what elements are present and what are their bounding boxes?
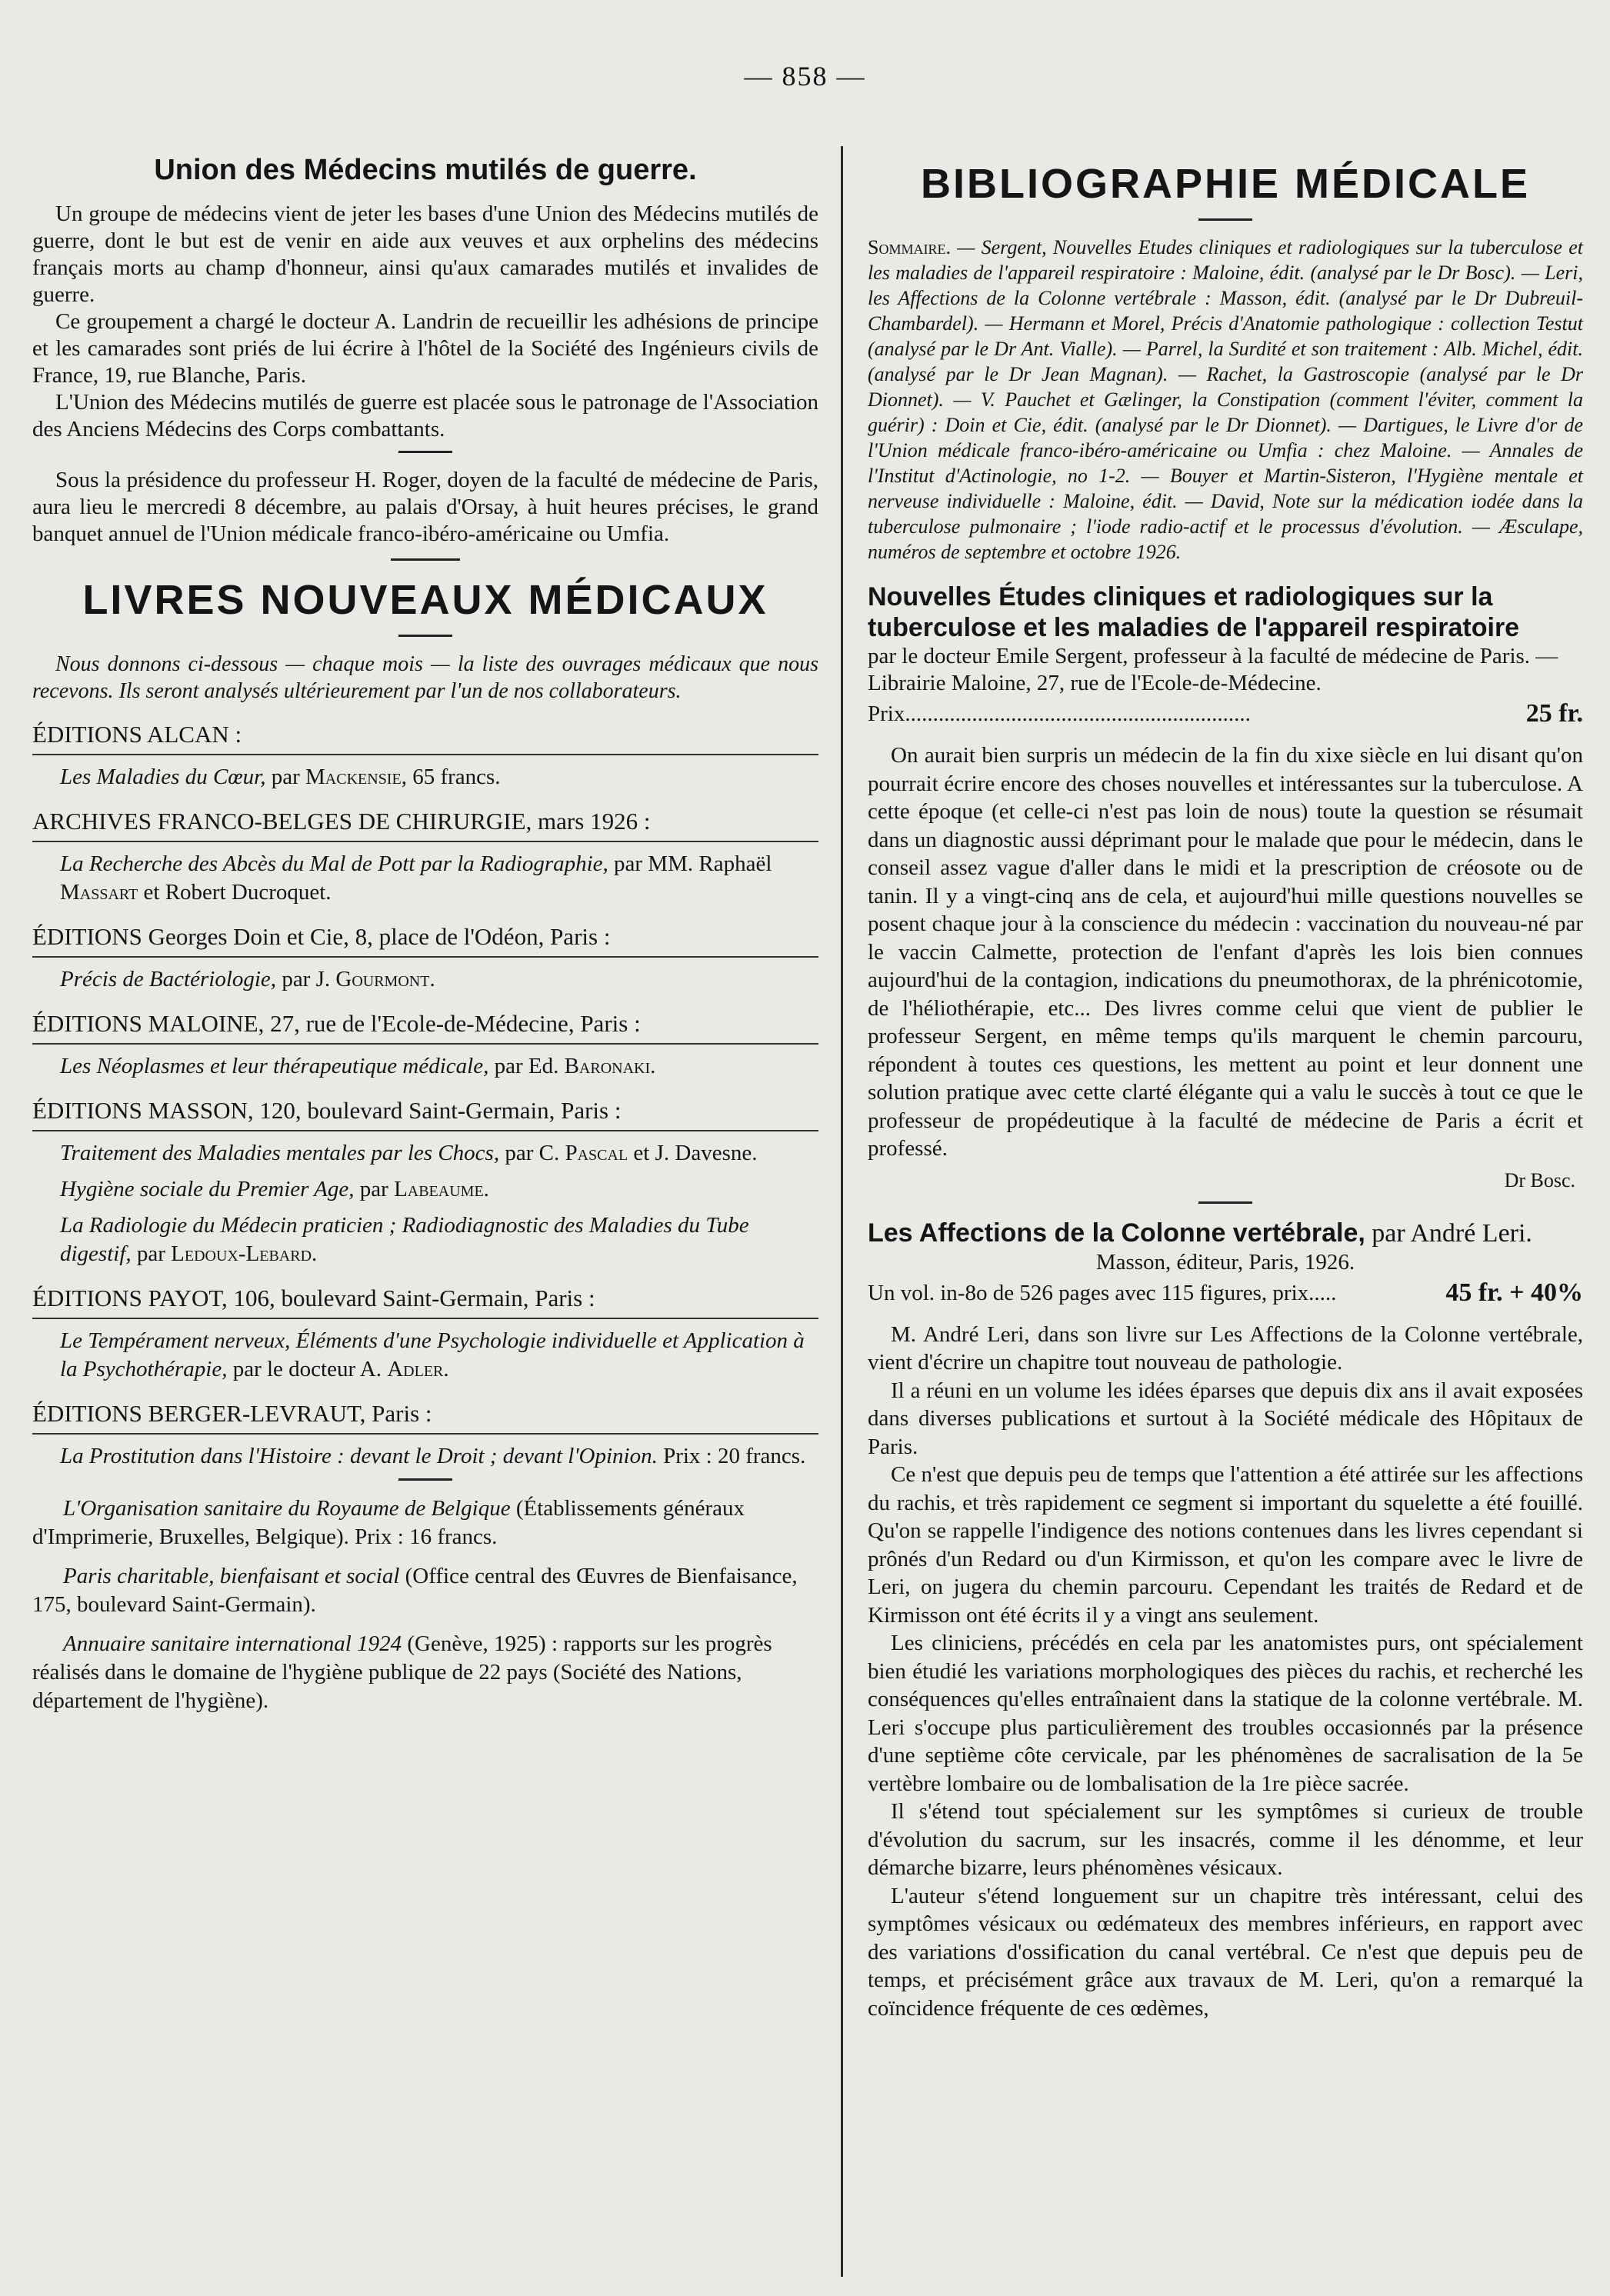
- book-text: .: [443, 1357, 449, 1381]
- review-subtitle: par le docteur Emile Sergent, professeur à la faculté de médecine de Paris. — Librairie Maloine, 27, rue de l'Ecole-de-Médecine.: [868, 644, 1558, 695]
- price-value: 45 fr. + 40%: [1445, 1278, 1583, 1307]
- publisher-heading: ARCHIVES FRANCO-BELGES DE CHIRURGIE, mars 1926 :: [32, 807, 818, 842]
- left-column: [32, 146, 818, 1715]
- price-value: 25 fr.: [1525, 699, 1583, 728]
- price-label: Prix..............................................................: [868, 701, 1251, 726]
- separator: [1198, 218, 1252, 221]
- book-text: et Robert Ducroquet.: [138, 880, 332, 905]
- book-title: Traitement des Maladies mentales par les Chocs,: [60, 1141, 500, 1165]
- book-text: , 65 francs.: [401, 765, 501, 789]
- book-text: .: [483, 1177, 489, 1201]
- livres-title: LIVRES NOUVEAUX MÉDICAUX: [82, 577, 768, 623]
- book-entry: [32, 1442, 818, 1471]
- review-paragraph: Il s'étend tout spécialement sur les symptômes si curieux de trouble d'évolution du sacrum, sur les insacrés, comme il les dénomme, et leur démarche bizarre, leurs phénomènes vésicaux.: [868, 1799, 1583, 1880]
- book-text: par: [265, 765, 306, 789]
- misc-entry: [32, 1562, 818, 1619]
- book-text: par C.: [499, 1141, 565, 1165]
- book-author: Mackensie: [305, 765, 402, 789]
- union-paragraph: Un groupe de médecins vient de jeter les bases d'une Union des Médecins mutilés de guerre, dont le but est de venir en aide aux veuves et aux orphelins des médecins français morts au champ d'honneur, ainsi qu'aux camarades mutilés et invalides de guerre.: [32, 202, 818, 307]
- misc-entry: [32, 1495, 818, 1551]
- review-paragraph: L'auteur s'étend longuement sur un chapitre très intéressant, celui des symptômes vésicaux ou œdémateux des membres inférieurs, en rapport avec des variations d'ossification du canal vertébral. Ce n'est que depuis peu de temps, et précisément grâce aux travaux de M. Leri, qu'on a remarqué la coïncidence fréquente de ces œdèmes,: [868, 1883, 1583, 2021]
- book-title: Le Tempérament nerveux, Éléments d'une Psychologie individuelle et Application à la Psychothérapie,: [60, 1328, 805, 1381]
- book-title: Les Maladies du Cœur,: [60, 765, 266, 789]
- book-title: Les Néoplasmes et leur thérapeutique médicale,: [60, 1054, 489, 1078]
- publisher-heading: ÉDITIONS ALCAN :: [32, 720, 818, 755]
- publisher-heading: ÉDITIONS MASSON, 120, boulevard Saint-Germain, Paris :: [32, 1096, 818, 1131]
- book-entry: [32, 965, 818, 994]
- book-text: par MM. Raphaël: [608, 851, 772, 876]
- column-divider: [841, 146, 843, 2277]
- book-author: Labeaume: [394, 1177, 484, 1201]
- book-text: .: [429, 967, 435, 991]
- book-author: Baronaki: [564, 1054, 651, 1078]
- separator: [391, 558, 460, 561]
- review-body: On aurait bien surpris un médecin de la fin du xixe siècle en lui disant qu'on pourrait écrire encore des choses nouvelles et intéressantes sur la tuberculose. A cette époque (et celle-ci n'est pas loin de nous) toute la question se résumait dans un diagnostic aussi déprimant pour le malade que pour le médecin, dans le conseil assez vague d'aller dans le midi et la prescription de créosote ou de tanin. Il y a vingt-cinq ans de cela, et aujourd'hui mille questions nouvelles se posent chaque jour à la conscience du médecin : vaccination du nouveau-né par le vaccin Calmette, protection de l'enfant d'après les lois bien connues aujourd'hui de la contagion, indications du pneumothorax, de la phrénicotomie, de l'héliothérapie, etc... Des livres comme celui que vient de publier le professeur Sergent, en même temps qu'ils marquent le chemin parcouru, répondent à toutes ces questions, les mettent au point et leur donnent une solution pratique avec cette clarté élégante qui a valu le succès à tout ce que le professeur de propédeutique à la faculté de médecine de Paris a écrit et professé.: [868, 743, 1583, 1161]
- book-author: Ledoux-Lebard: [171, 1241, 312, 1266]
- review-paragraph: M. André Leri, dans son livre sur Les Affections de la Colonne vertébrale, vient d'écrire un chapitre tout nouveau de pathologie.: [868, 1321, 1583, 1375]
- book-title: La Prostitution dans l'Histoire : devant le Droit ; devant l'Opinion.: [60, 1444, 658, 1468]
- review-title-main: Les Affections de la Colonne vertébrale,: [868, 1218, 1365, 1248]
- book-author: Adler: [387, 1357, 444, 1381]
- review-title: Nouvelles Études cliniques et radiologiques sur la tuberculose et les maladies de l'appareil respiratoire: [868, 582, 1520, 642]
- book-entry: [32, 1175, 818, 1204]
- book-text: Prix : 20 francs.: [657, 1444, 806, 1468]
- sommaire: [868, 235, 1583, 565]
- publisher-heading: ÉDITIONS PAYOT, 106, boulevard Saint-Germain, Paris :: [32, 1284, 818, 1319]
- publisher-heading: ÉDITIONS Georges Doin et Cie, 8, place de l'Odéon, Paris :: [32, 922, 818, 958]
- sommaire-lead: Sommaire.: [868, 236, 951, 258]
- book-entry: [32, 1052, 818, 1081]
- misc-title: Annuaire sanitaire international 1924: [63, 1631, 402, 1656]
- review-paragraph: Ce n'est que depuis peu de temps que l'attention a été attirée sur les affections du rachis, et très rapidement ce segment si important du squelette a été fouillé. Qu'on se rappelle l'indigence des notions contenues dans les livres cependant si prônés d'un Redard ou d'un Kirmisson, et qu'on les compare avec le livre de Leri, on jugera du chemin parcouru. Cependant les traités de Redard et de Kirmisson ont été écrits il y a vingt ans seulement.: [868, 1462, 1583, 1628]
- book-title: Précis de Bactériologie,: [60, 967, 277, 991]
- book-title: La Recherche des Abcès du Mal de Pott par la Radiographie,: [60, 851, 608, 876]
- review-paragraph: Il a réuni en un volume les idées éparses que depuis dix ans il avait exposées dans diverses publications et surtout à la Société médicale des Hôpitaux de Paris.: [868, 1378, 1583, 1459]
- misc-entry: [32, 1630, 818, 1715]
- misc-list: [32, 1495, 818, 1715]
- misc-text: (Office central des Œuvres de Bienfaisance, 175, boulevard Saint-Germain).: [32, 1564, 798, 1617]
- separator: [1198, 1201, 1252, 1204]
- misc-title: Paris charitable, bienfaisant et social: [63, 1564, 400, 1588]
- publisher-heading: ÉDITIONS BERGER-LEVRAUT, Paris :: [32, 1399, 818, 1435]
- sommaire-text: — Sergent, Nouvelles Etudes cliniques et radiologiques sur la tuberculose et les maladies de l'appareil respiratoire : Maloine, édit. (analysé par le Dr Bosc). — Leri, les Affections de la Colonne vertébrale : Masson, édit. (analysé par le Dr Dubreuil-Chambardel). — Hermann et Morel, Précis d'Anatomie pathologique : collection Testut (analysé par le Dr Ant. Vialle). — Parrel, la Surdité et son traitement : Alb. Michel, édit. (analysé par le Dr Jean Magnan). — Rachet, la Gastroscopie (analysé par le Dr Dionnet). — V. Pauchet et Gælinger, la Constipation (comment l'éviter, comment la guérir) : Doin et Cie, édit. (analysé par le Dr Dionnet). — Dartigues, le Livre d'or de l'Union médicale franco-ibéro-américaine ou Umfia : chez Maloine. — Annales de l'Institut d'Actinologie, no 1-2. — Bouyer et Martin-Sisteron, l'Hygiène mentale et nerveuse individuelle : Maloine, édit. — David, Note sur la médication iodée dans la tuberculose pulmonaire ; l'iode radio-actif et le processus d'évolution. — Æsculape, numéros de septembre et octobre 1926.: [868, 236, 1583, 563]
- misc-title: L'Organisation sanitaire du Royaume de Belgique: [63, 1496, 511, 1521]
- book-text: et J. Davesne.: [628, 1141, 758, 1165]
- book-title: La Radiologie du Médecin praticien ; Radiodiagnostic des Maladies du Tube digestif,: [60, 1213, 749, 1266]
- review-title: [868, 1218, 1583, 1249]
- banquet-notice: Sous la présidence du professeur H. Roger, doyen de la faculté de médecine de Paris, aura lieu le mercredi 8 décembre, au palais d'Orsay, à huit heures précises, le grand banquet annuel de l'Union médicale franco-ibéro-américaine ou Umfia.: [32, 468, 818, 546]
- book-text: par le docteur A.: [227, 1357, 388, 1381]
- review-price: [868, 1279, 1583, 1307]
- book-text: par J.: [276, 967, 336, 991]
- misc-text: (Établissements généraux d'Imprimerie, Bruxelles, Belgique). Prix : 16 francs.: [32, 1496, 745, 1549]
- publisher-heading: ÉDITIONS MALOINE, 27, rue de l'Ecole-de-Médecine, Paris :: [32, 1009, 818, 1045]
- book-entry: [32, 850, 818, 907]
- book-author: Massart: [60, 880, 138, 905]
- livres-intro: Nous donnons ci-dessous — chaque mois — la liste des ouvrages médicaux que nous recevons. Ils seront analysés ultérieurement par l'un de nos collaborateurs.: [32, 652, 818, 703]
- book-text: par Ed.: [488, 1054, 565, 1078]
- price-label: Un vol. in-8o de 526 pages avec 115 figures, prix.....: [868, 1280, 1337, 1305]
- book-entry: [32, 1211, 818, 1268]
- union-paragraph: L'Union des Médecins mutilés de guerre est placée sous le patronage de l'Association des Anciens Médecins des Corps combattants.: [32, 390, 818, 442]
- separator: [398, 1478, 452, 1481]
- review-signature: Dr Bosc.: [1504, 1168, 1575, 1191]
- right-column: [868, 146, 1583, 2022]
- review-price: [868, 700, 1583, 728]
- review-subtitle: Masson, éditeur, Paris, 1926.: [1095, 1249, 1355, 1275]
- union-title: Union des Médecins mutilés de guerre.: [154, 154, 697, 186]
- book-entry: [32, 1139, 818, 1168]
- book-author: Gourmont: [335, 967, 430, 991]
- book-text: .: [650, 1054, 656, 1078]
- book-text: par: [354, 1177, 395, 1201]
- review-paragraph: Les cliniciens, précédés en cela par les anatomistes purs, ont spécialement bien étudié les variations morphologiques des pièces du rachis, et recherché les conséquences qu'elles entraînaient dans la statique de la colonne vertébrale. M. Leri s'occupe plus particulièrement des troubles occasionnés par la présence d'une septième côte cervicale, par les phénomènes de sacralisation de la 5e vertèbre lombaire ou de lombalisation de la 1re pièce sacrée.: [868, 1631, 1583, 1796]
- book-entry: [32, 763, 818, 791]
- page-number: — 858 —: [744, 61, 866, 92]
- book-author: Pascal: [565, 1141, 628, 1165]
- separator: [398, 451, 452, 453]
- book-list: [32, 720, 818, 1471]
- misc-text: (Genève, 1925) : rapports sur les progrès réalisés dans le domaine de l'hygiène publique de 22 pays (Société des Nations, département de l'hygiène).: [32, 1631, 772, 1713]
- review-title-author: par André Leri.: [1365, 1218, 1532, 1248]
- union-paragraph: Ce groupement a chargé le docteur A. Landrin de recueillir les adhésions de principe et les camarades sont priés de lui écrire à l'hôtel de la Société des Ingénieurs civils de France, 19, rue Blanche, Paris.: [32, 309, 818, 388]
- bibliographie-title: BIBLIOGRAPHIE MÉDICALE: [920, 161, 1531, 207]
- book-entry: [32, 1327, 818, 1384]
- book-title: Hygiène sociale du Premier Age,: [60, 1177, 355, 1201]
- separator: [398, 635, 452, 637]
- book-text: .: [312, 1241, 318, 1266]
- book-text: par: [131, 1241, 172, 1266]
